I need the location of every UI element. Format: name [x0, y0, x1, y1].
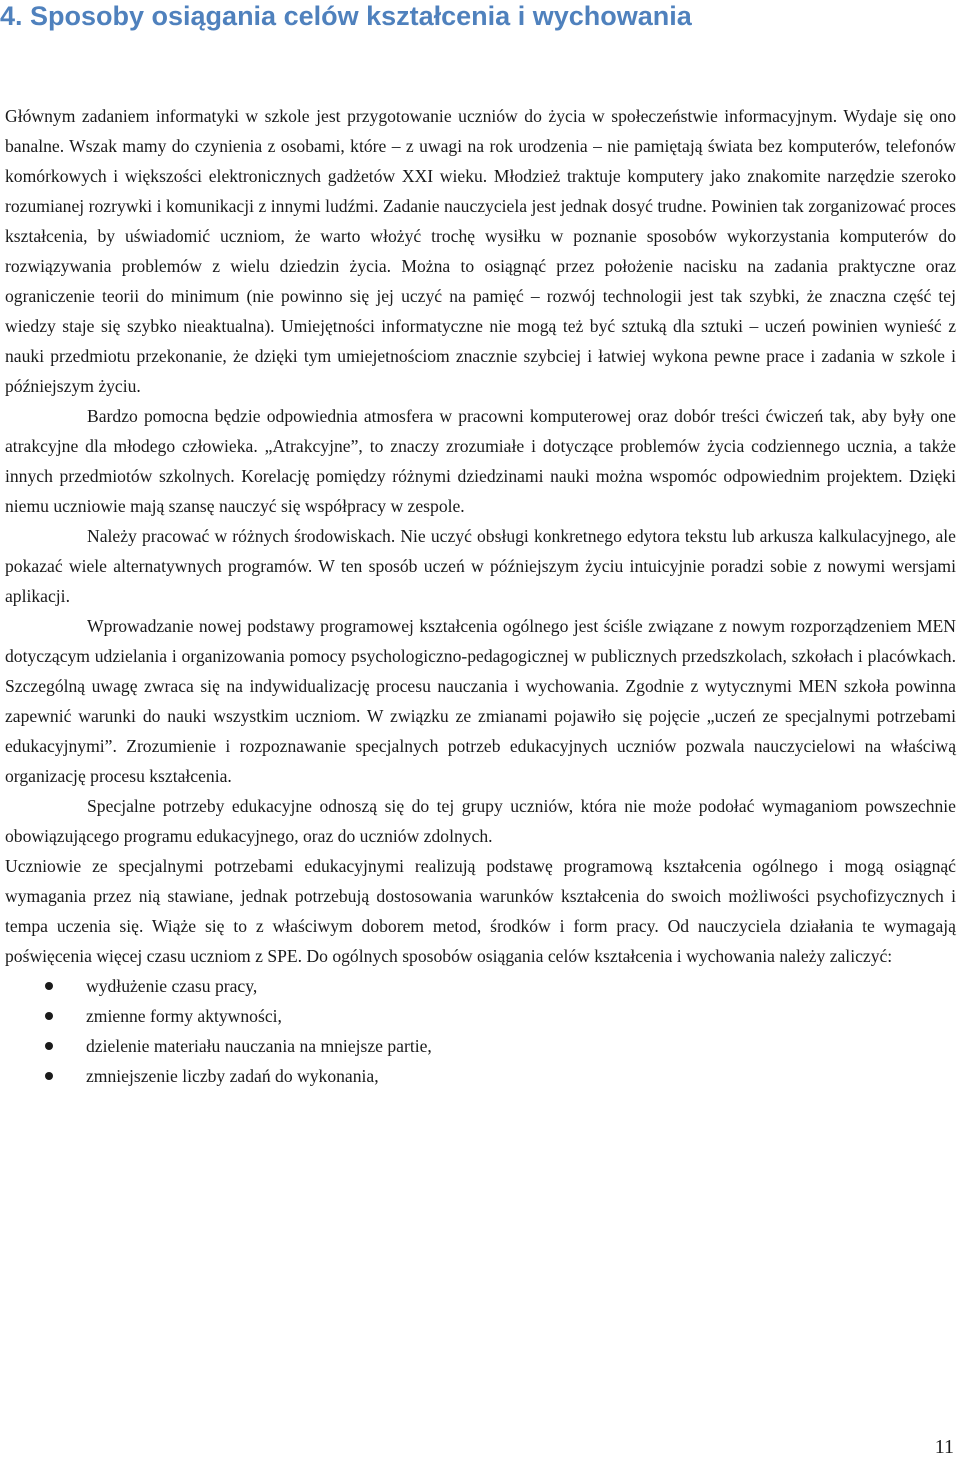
bullet-icon — [45, 1072, 53, 1080]
list-item-text: zmienne formy aktywności, — [86, 1006, 282, 1026]
body-text — [5, 101, 956, 1091]
list-item-text: zmniejszenie liczby zadań do wykonania, — [86, 1066, 379, 1086]
list-item — [5, 971, 956, 1001]
paragraph-6: Uczniowie ze specjalnymi potrzebami edukacyjnymi realizują podstawę programową kształcenia ogólnego i mogą osiągnąć wymagania przez nią stawiane, jednak potrzebują dostosowania warunków kształcenia do swoich możliwości psychofizycznych i tempa uczenia się. Wiąże się to z właściwym doborem metod, środków i form pracy. Od nauczyciela działania te wymagają poświęcenia więcej czasu uczniom z SPE. Do ogólnych sposobów osiągania celów kształcenia i wychowania należy zaliczyć: — [5, 856, 956, 966]
list-item — [5, 1031, 956, 1061]
bullet-icon — [45, 982, 53, 990]
bullet-list — [5, 971, 956, 1091]
bullet-icon — [45, 1012, 53, 1020]
page-number: 11 — [934, 1436, 954, 1458]
paragraph-1: Głównym zadaniem informatyki w szkole jest przygotowanie uczniów do życia w społeczeństwie informacyjnym. Wydaje się ono banalne. Wszak mamy do czynienia z osobami, które – z uwagi na rok urodzenia – nie pamiętają świata bez komputerów, telefonów komórkowych i większości elektronicznych gadżetów XXI wieku. Młodzież traktuje komputery jako znakomite narzędzie szeroko rozumianej rozrywki i komunikacji z innymi ludźmi. Zadanie nauczyciela jest jednak dosyć trudne. Powinien tak zorganizować proces kształcenia, by uświadomić uczniom, że warto włożyć trochę wysiłku w poznanie sposobów wykorzystania komputerów do rozwiązywania problemów z wielu dziedzin życia. Można to osiągnąć przez położenie nacisku na zadania praktyczne oraz ograniczenie teorii do minimum (nie powinno się jej uczyć na pamięć – rozwój technologii jest tak szybki, że znaczna część tej wiedzy staje się szybko nieaktualna). Umiejętności informatyczne nie mogą też być sztuką dla sztuki – uczeń powinien wynieść z nauki przedmiotu przekonanie, że dzięki tym umiejetnościom znacznie szybciej i łatwiej wykona pewne prace i zadania w szkole i późniejszym życiu. — [5, 106, 956, 396]
paragraph-2: Bardzo pomocna będzie odpowiednia atmosfera w pracowni komputerowej oraz dobór treści ćwiczeń tak, aby były one atrakcyjne dla młodego człowieka. „Atrakcyjne”, to znaczy zrozumiałe i dotyczące problemów życia codziennego ucznia, a także innych przedmiotów szkolnych. Korelację pomiędzy różnymi dziedzinami nauki można wspomóc odpowiednim projektem. Dzięki niemu uczniowie mają szansę nauczyć się współpracy w zespole. — [5, 406, 956, 516]
section-heading: 4. Sposoby osiągania celów kształcenia i wychowania — [0, 1, 692, 31]
list-item — [5, 1001, 956, 1031]
paragraph-5: Specjalne potrzeby edukacyjne odnoszą się do tej grupy uczniów, która nie może podołać wymaganiom powszechnie obowiązującego programu edukacyjnego, oraz do uczniów zdolnych. — [5, 796, 956, 846]
list-item-text: wydłużenie czasu pracy, — [86, 976, 258, 996]
paragraph-3: Należy pracować w różnych środowiskach. Nie uczyć obsługi konkretnego edytora tekstu lub arkusza kalkulacyjnego, ale pokazać wiele alternatywnych programów. W ten sposób uczeń w późniejszym życiu intuicyjnie poradzi sobie z nowymi wersjami aplikacji. — [5, 526, 956, 606]
paragraph-4: Wprowadzanie nowej podstawy programowej kształcenia ogólnego jest ściśle związane z nowym rozporządzeniem MEN dotyczącym udzielania i organizowania pomocy psychologiczno-pedagogicznej w publicznych przedszkolach, szkołach i placówkach. Szczególną uwagę zwraca się na indywidualizację procesu nauczania i wychowania. Zgodnie z wytycznymi MEN szkoła powinna zapewnić warunki do nauki wszystkim uczniom. W związku ze zmianami pojawiło się pojęcie „uczeń ze specjalnymi potrzebami edukacyjnymi”. Zrozumienie i rozpoznawanie specjalnych potrzeb edukacyjnych uczniów pozwala nauczycielowi na właściwą organizację procesu kształcenia. — [5, 616, 956, 786]
list-item — [5, 1061, 956, 1091]
list-item-text: dzielenie materiału nauczania na mniejsze partie, — [86, 1036, 432, 1056]
bullet-icon — [45, 1042, 53, 1050]
